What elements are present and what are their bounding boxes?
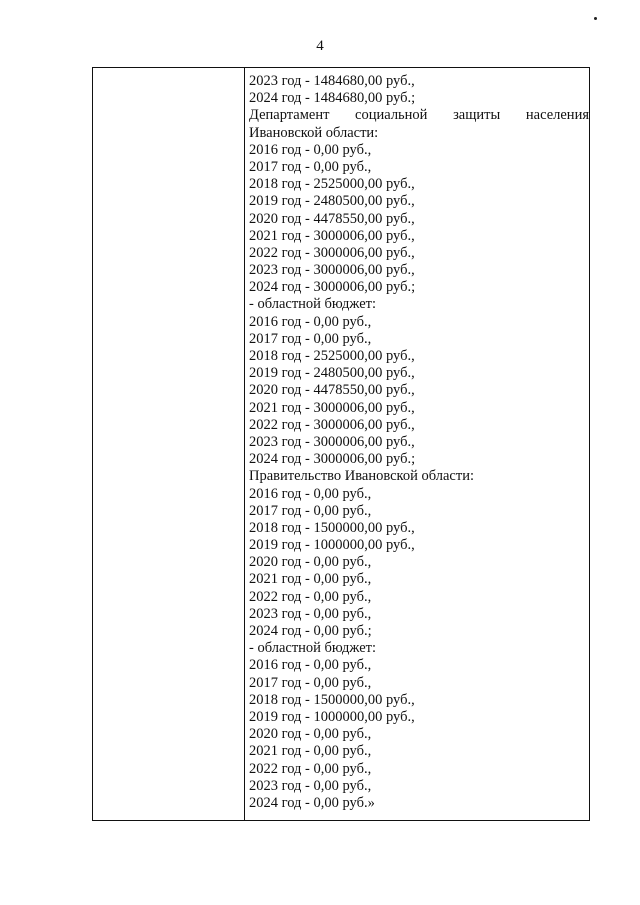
text-line: 2022 год - 3000006,00 руб., <box>249 244 415 261</box>
text-line: Ивановской области: <box>249 124 379 141</box>
text-line: 2021 год - 3000006,00 руб., <box>249 399 415 416</box>
text-line: 2023 год - 3000006,00 руб., <box>249 262 415 279</box>
funding-table <box>92 67 590 821</box>
text-line: 2021 год - 0,00 руб., <box>249 743 372 760</box>
text-line: - областной бюджет: <box>249 296 377 313</box>
text-line: 2020 год - 4478550,00 руб., <box>249 382 415 399</box>
text-line: 2022 год - 0,00 руб., <box>249 588 372 605</box>
text-line: 2023 год - 1484680,00 руб., <box>249 73 415 89</box>
text-line: 2016 год - 0,00 руб., <box>249 657 372 674</box>
text-line: 2021 год - 0,00 руб., <box>249 571 372 588</box>
text-line: Правительство Ивановской области: <box>249 468 474 485</box>
text-line: - областной бюджет: <box>249 640 377 657</box>
text-line: 2021 год - 3000006,00 руб., <box>249 227 415 244</box>
text-line: 2016 год - 0,00 руб., <box>249 485 372 502</box>
text-line: 2020 год - 0,00 руб., <box>249 726 372 743</box>
text-line: 2016 год - 0,00 руб., <box>249 141 372 158</box>
text-line: 2018 год - 2525000,00 руб., <box>249 348 415 364</box>
text-line: 2019 год - 1000000,00 руб., <box>249 708 415 725</box>
text-line: 2018 год - 1500000,00 руб., <box>249 691 415 708</box>
text-line: 2024 год - 1484680,00 руб.; <box>249 90 416 107</box>
table-left-column <box>93 68 245 820</box>
text-line: 2019 год - 2480500,00 руб., <box>249 193 415 210</box>
text-line: 2024 год - 3000006,00 руб.; <box>249 451 416 468</box>
text-line: 2018 год - 2525000,00 руб., <box>249 176 415 193</box>
text-line: 2016 год - 0,00 руб., <box>249 313 372 330</box>
text-line: 2020 год - 0,00 руб., <box>249 554 372 571</box>
text-line: 2024 год - 0,00 руб.; <box>249 623 372 639</box>
text-line: 2019 год - 2480500,00 руб., <box>249 365 415 382</box>
text-line: 2017 год - 0,00 руб., <box>249 674 372 691</box>
text-line: 2020 год - 4478550,00 руб., <box>249 210 415 227</box>
text-line: 2018 год - 1500000,00 руб., <box>249 519 415 536</box>
table-right-column <box>245 68 589 812</box>
text-line: 2017 год - 0,00 руб., <box>249 158 372 175</box>
text-line: Департамент социальной защиты населения <box>249 107 589 124</box>
text-line: 2019 год - 1000000,00 руб., <box>249 537 415 554</box>
text-line: 2024 год - 0,00 руб.» <box>249 794 375 811</box>
text-line: 2017 год - 0,00 руб., <box>249 330 372 347</box>
text-line: 2017 год - 0,00 руб., <box>249 502 372 519</box>
text-line: 2023 год - 0,00 руб., <box>249 777 372 794</box>
text-line: 2024 год - 3000006,00 руб.; <box>249 279 416 296</box>
text-line: 2023 год - 3000006,00 руб., <box>249 433 415 450</box>
text-line: 2023 год - 0,00 руб., <box>249 605 372 622</box>
scan-dot-mark <box>594 17 597 20</box>
page-number: 4 <box>316 38 324 54</box>
text-line: 2022 год - 0,00 руб., <box>249 760 372 777</box>
text-line: 2022 год - 3000006,00 руб., <box>249 416 415 433</box>
